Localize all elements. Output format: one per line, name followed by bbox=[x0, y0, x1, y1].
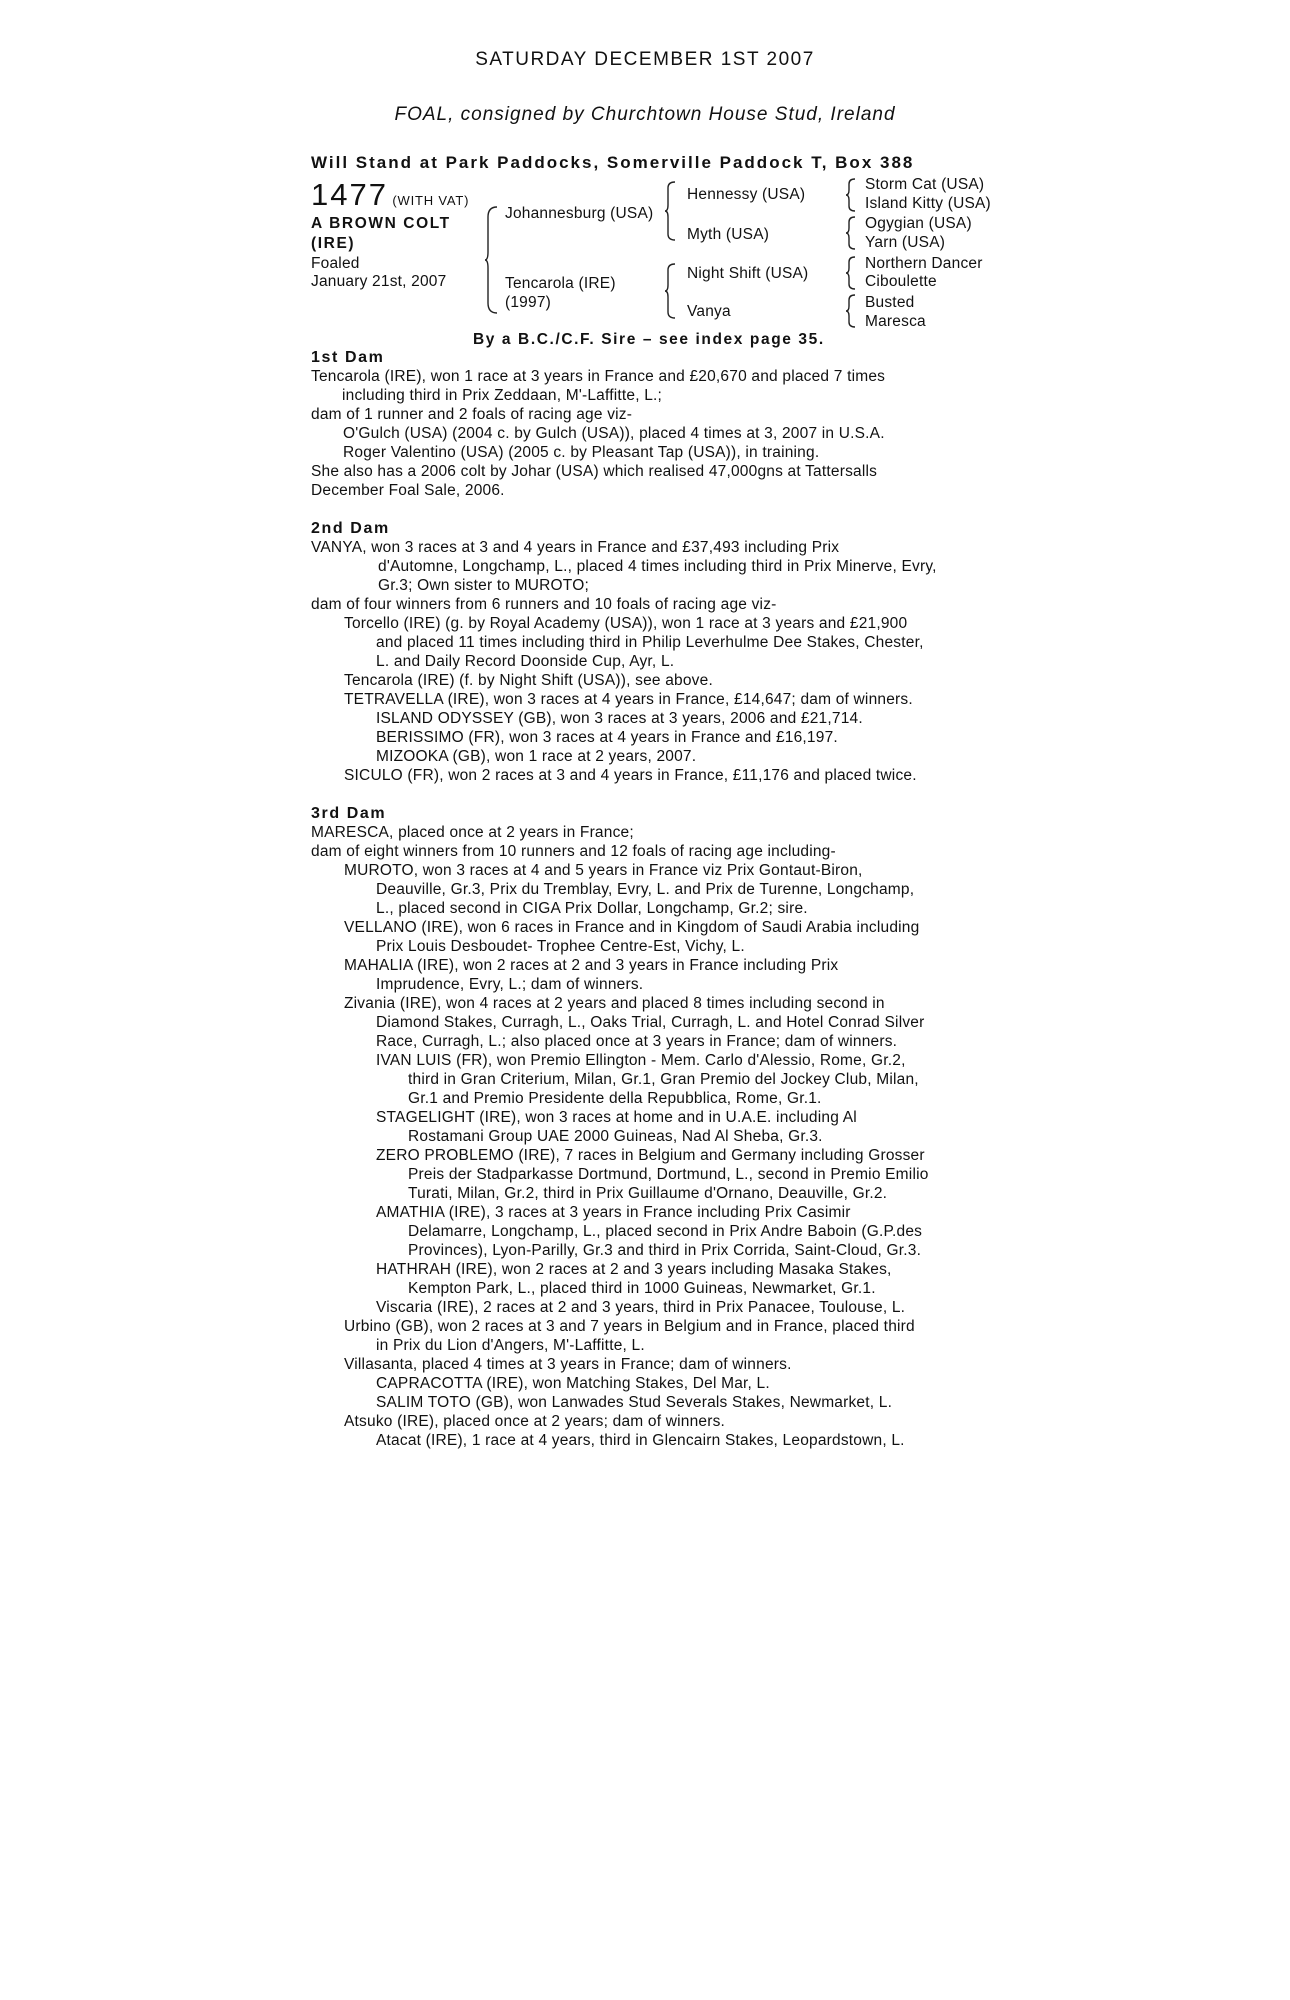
second-dam-line: Tencarola (IRE) (f. by Night Shift (USA)), see above. bbox=[344, 672, 713, 689]
first-dam-line: O'Gulch (USA) (2004 c. by Gulch (USA)), placed 4 times at 3, 2007 in U.S.A. bbox=[343, 425, 885, 442]
second-dam-line: VANYA, won 3 races at 3 and 4 years in France and £37,493 including Prix bbox=[311, 539, 840, 556]
third-dam-line: Preis der Stadparkasse Dortmund, Dortmund, L., second in Premio Emilio bbox=[408, 1166, 929, 1183]
sire-index-note: By a B.C./C.F. Sire – see index page 35. bbox=[473, 331, 825, 348]
second-dam-line: ISLAND ODYSSEY (GB), won 3 races at 3 years, 2006 and £21,714. bbox=[376, 710, 863, 727]
second-dam-line: Torcello (IRE) (g. by Royal Academy (USA)), won 1 race at 3 years and £21,900 bbox=[344, 615, 908, 632]
second-dam-line: TETRAVELLA (IRE), won 3 races at 4 years in France, £14,647; dam of winners. bbox=[344, 691, 913, 708]
third-dam-line: Imprudence, Evry, L.; dam of winners. bbox=[376, 976, 644, 993]
pedigree-g-ddd: Maresca bbox=[865, 313, 926, 330]
third-dam-line: VELLANO (IRE), won 6 races in France and in Kingdom of Saudi Arabia including bbox=[344, 919, 920, 936]
third-dam-line: Rostamani Group UAE 2000 Guineas, Nad Al Sheba, Gr.3. bbox=[408, 1128, 823, 1145]
vat-note: (WITH VAT) bbox=[392, 193, 470, 208]
third-dam-line: STAGELIGHT (IRE), won 3 races at home and in U.A.E. including Al bbox=[376, 1109, 857, 1126]
pedigree-brace-vanya bbox=[845, 293, 857, 329]
third-dam-line: third in Gran Criterium, Milan, Gr.1, Gran Premio del Jockey Club, Milan, bbox=[408, 1071, 919, 1088]
consignment-line: FOAL, consigned by Churchtown House Stud, Ireland bbox=[394, 104, 896, 125]
pedigree-brace-night-shift bbox=[845, 255, 857, 291]
third-dam-line: Atsuko (IRE), placed once at 2 years; dam of winners. bbox=[344, 1413, 726, 1430]
second-dam-line: BERISSIMO (FR), won 3 races at 4 years in France and £16,197. bbox=[376, 729, 838, 746]
third-dam-line: Prix Louis Desboudet- Trophee Centre-Est, Vichy, L. bbox=[376, 938, 745, 955]
pedigree-g-ssd: Island Kitty (USA) bbox=[865, 195, 991, 212]
third-dam-line: in Prix du Lion d'Angers, M'-Laffitte, L. bbox=[376, 1337, 645, 1354]
third-dam-line: Villasanta, placed 4 times at 3 years in France; dam of winners. bbox=[344, 1356, 792, 1373]
pedigree-g-dds: Busted bbox=[865, 294, 915, 311]
pedigree-sire-dam: Myth (USA) bbox=[687, 226, 770, 243]
pedigree-brace-myth bbox=[845, 215, 857, 251]
lot-number: 1477 bbox=[311, 177, 388, 212]
third-dam-line: SALIM TOTO (GB), won Lanwades Stud Severals Stakes, Newmarket, L. bbox=[376, 1394, 893, 1411]
second-dam-line: SICULO (FR), won 2 races at 3 and 4 years in France, £11,176 and placed twice. bbox=[344, 767, 917, 784]
third-dam-line: Diamond Stakes, Curragh, L., Oaks Trial, Curragh, L. and Hotel Conrad Silver bbox=[376, 1014, 925, 1031]
third-dam-line: Viscaria (IRE), 2 races at 2 and 3 years, third in Prix Panacee, Toulouse, L. bbox=[376, 1299, 906, 1316]
third-dam-line: MARESCA, placed once at 2 years in France; bbox=[311, 824, 634, 841]
pedigree-dam-year: (1997) bbox=[505, 294, 552, 311]
stand-location: Will Stand at Park Paddocks, Somerville Paddock T, Box 388 bbox=[311, 153, 915, 172]
third-dam-line: MUROTO, won 3 races at 4 and 5 years in France viz Prix Gontaut-Biron, bbox=[344, 862, 863, 879]
third-dam-line: Urbino (GB), won 2 races at 3 and 7 years in Belgium and in France, placed third bbox=[344, 1318, 915, 1335]
third-dam-line: IVAN LUIS (FR), won Premio Ellington - Mem. Carlo d'Alessio, Rome, Gr.2, bbox=[376, 1052, 906, 1069]
pedigree-g-dss: Northern Dancer bbox=[865, 255, 983, 272]
second-dam-line: Gr.3; Own sister to MUROTO; bbox=[378, 577, 589, 594]
first-dam-heading: 1st Dam bbox=[311, 349, 385, 366]
pedigree-sire-sire: Hennessy (USA) bbox=[687, 186, 806, 203]
third-dam-line: AMATHIA (IRE), 3 races at 3 years in France including Prix Casimir bbox=[376, 1204, 851, 1221]
first-dam-line: She also has a 2006 colt by Johar (USA) which realised 47,000gns at Tattersalls bbox=[311, 463, 878, 480]
first-dam-line: December Foal Sale, 2006. bbox=[311, 482, 505, 499]
pedigree-g-dsd: Ciboulette bbox=[865, 273, 937, 290]
foaled-label: Foaled bbox=[311, 255, 360, 272]
pedigree-dam-dam: Vanya bbox=[687, 303, 731, 320]
third-dam-line: HATHRAH (IRE), won 2 races at 2 and 3 years including Masaka Stakes, bbox=[376, 1261, 892, 1278]
pedigree-brace-hennessy bbox=[845, 177, 857, 213]
pedigree-brace-dam bbox=[664, 262, 678, 320]
second-dam-line: L. and Daily Record Doonside Cup, Ayr, L. bbox=[376, 653, 675, 670]
third-dam-line: Gr.1 and Premio Presidente della Repubblica, Rome, Gr.1. bbox=[408, 1090, 822, 1107]
third-dam-line: Deauville, Gr.3, Prix du Tremblay, Evry, L. and Prix de Turenne, Longchamp, bbox=[376, 881, 915, 898]
first-dam-line: dam of 1 runner and 2 foals of racing age viz- bbox=[311, 406, 633, 423]
third-dam-line: Kempton Park, L., placed third in 1000 Guineas, Newmarket, Gr.1. bbox=[408, 1280, 876, 1297]
pedigree-dam-sire: Night Shift (USA) bbox=[687, 265, 809, 282]
pedigree-g-sss: Storm Cat (USA) bbox=[865, 176, 985, 193]
pedigree-brace-sire bbox=[664, 180, 678, 242]
first-dam-line: Tencarola (IRE), won 1 race at 3 years in France and £20,670 and placed 7 times bbox=[311, 368, 886, 385]
pedigree-g-sds: Ogygian (USA) bbox=[865, 215, 972, 232]
second-dam-line: dam of four winners from 6 runners and 10 foals of racing age viz- bbox=[311, 596, 777, 613]
foaled-date: January 21st, 2007 bbox=[311, 273, 447, 290]
lot-number-block bbox=[311, 178, 469, 212]
third-dam-line: Zivania (IRE), won 4 races at 2 years and placed 8 times including second in bbox=[344, 995, 885, 1012]
lot-origin: (IRE) bbox=[311, 235, 356, 252]
third-dam-line: dam of eight winners from 10 runners and 12 foals of racing age including- bbox=[311, 843, 836, 860]
third-dam-line: L., placed second in CIGA Prix Dollar, Longchamp, Gr.2; sire. bbox=[376, 900, 808, 917]
third-dam-line: Turati, Milan, Gr.2, third in Prix Guillaume d'Ornano, Deauville, Gr.2. bbox=[408, 1185, 888, 1202]
third-dam-line: Race, Curragh, L.; also placed once at 3 years in France; dam of winners. bbox=[376, 1033, 898, 1050]
pedigree-dam: Tencarola (IRE) bbox=[505, 275, 616, 292]
third-dam-line: CAPRACOTTA (IRE), won Matching Stakes, Del Mar, L. bbox=[376, 1375, 770, 1392]
third-dam-line: Delamarre, Longchamp, L., placed second in Prix Andre Baboin (G.P.des bbox=[408, 1223, 923, 1240]
pedigree-g-sdd: Yarn (USA) bbox=[865, 234, 946, 251]
first-dam-line: including third in Prix Zeddaan, M'-Laffitte, L.; bbox=[342, 387, 663, 404]
third-dam-line: Atacat (IRE), 1 race at 4 years, third in Glencairn Stakes, Leopardstown, L. bbox=[376, 1432, 905, 1449]
second-dam-heading: 2nd Dam bbox=[311, 520, 390, 537]
third-dam-line: MAHALIA (IRE), won 2 races at 2 and 3 years in France including Prix bbox=[344, 957, 839, 974]
pedigree-brace-main bbox=[484, 205, 500, 315]
second-dam-line: d'Automne, Longchamp, L., placed 4 times including third in Prix Minerve, Evry, bbox=[378, 558, 937, 575]
second-dam-line: MIZOOKA (GB), won 1 race at 2 years, 2007. bbox=[376, 748, 697, 765]
first-dam-line: Roger Valentino (USA) (2005 c. by Pleasant Tap (USA)), in training. bbox=[343, 444, 820, 461]
third-dam-line: ZERO PROBLEMO (IRE), 7 races in Belgium and Germany including Grosser bbox=[376, 1147, 925, 1164]
lot-description: A BROWN COLT bbox=[311, 215, 451, 232]
third-dam-line: Provinces), Lyon-Parilly, Gr.3 and third in Prix Corrida, Saint-Cloud, Gr.3. bbox=[408, 1242, 922, 1259]
pedigree-sire: Johannesburg (USA) bbox=[505, 205, 654, 222]
third-dam-heading: 3rd Dam bbox=[311, 805, 387, 822]
sale-date: SATURDAY DECEMBER 1ST 2007 bbox=[475, 49, 815, 70]
second-dam-line: and placed 11 times including third in Philip Leverhulme Dee Stakes, Chester, bbox=[376, 634, 924, 651]
